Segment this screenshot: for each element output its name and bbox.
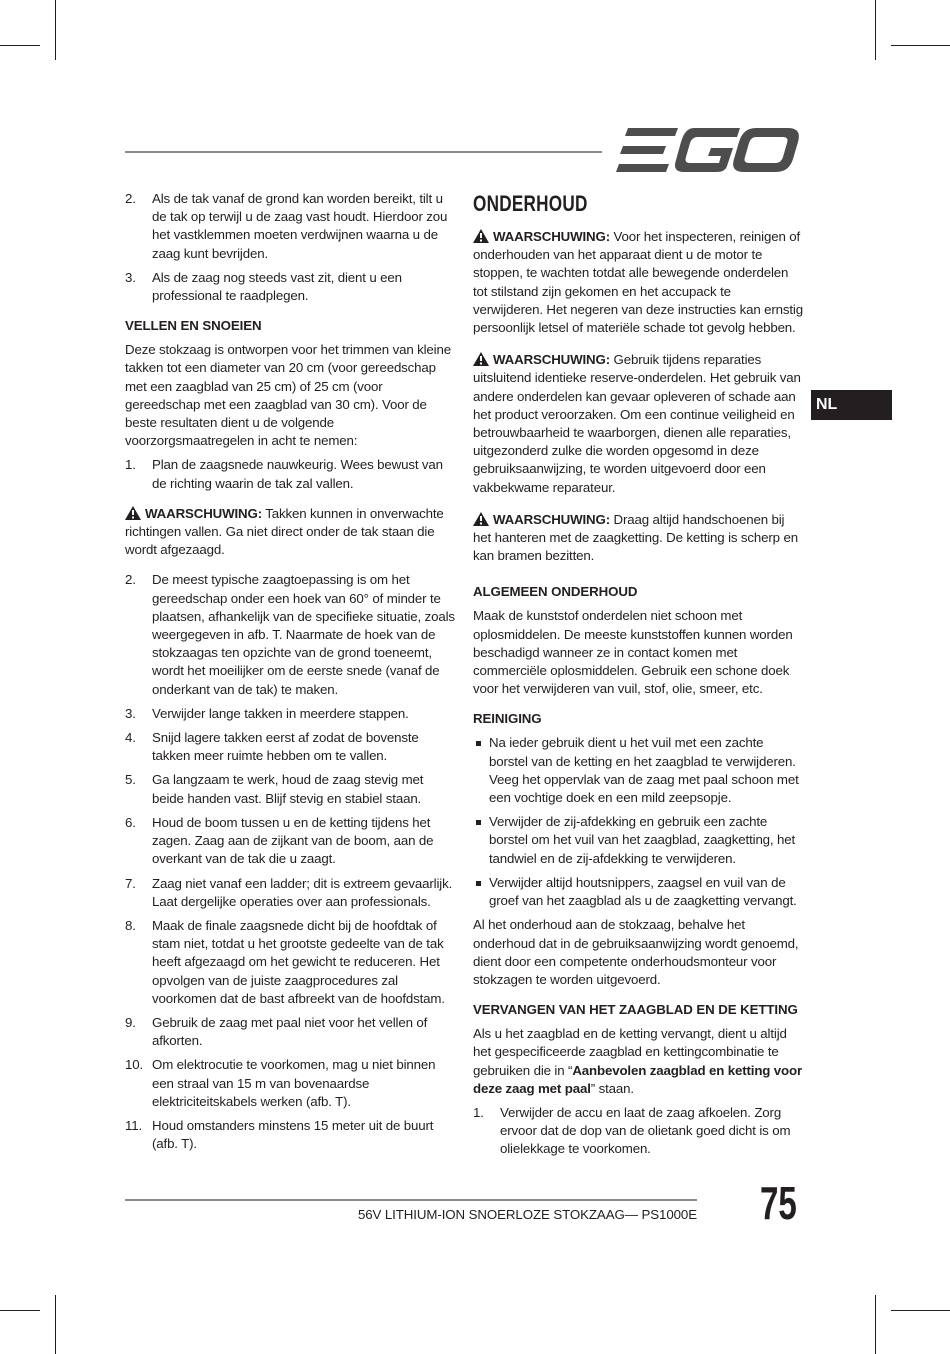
warning-icon bbox=[125, 506, 141, 520]
paragraph: Al het onderhoud aan de stokzaag, behalve het onderhoud dat in de gebruiksaanwijzing wordt genoemd, dient door een competente onderhoudsmonteur voor stokzagen te worden uitgevoerd. bbox=[473, 917, 799, 987]
paragraph: Maak de kunststof onderdelen niet schoon met oplosmiddelen. De meeste kunststoffen kunnen worden beschadigd wanneer ze in contact komen met commerciële oplosmiddelen. Gebruik een schone doek voor het verwijderen van vuil, stof, olie, smeer, etc. bbox=[473, 608, 793, 697]
section-heading: REINIGING bbox=[473, 711, 542, 727]
bullet-item: Verwijder de zij-afdekking en gebruik een zachte borstel om het vuil van het zaagblad, zaagketting, het tandwiel en de zij-afdekking te verwijderen. bbox=[473, 813, 803, 868]
crop-mark bbox=[55, 1295, 56, 1354]
section-heading: VERVANGEN VAN HET ZAAGBLAD EN DE KETTING bbox=[473, 1002, 798, 1018]
warning-icon bbox=[473, 229, 489, 243]
list-item: 6. Houd de boom tussen u en de ketting tijdens het zagen. Zaag aan de zijkant van de boom, aan de overkant van de tak die u zaagt. bbox=[125, 814, 434, 867]
crop-mark bbox=[0, 1310, 40, 1311]
list-item: 2. Als de tak vanaf de grond kan worden bereikt, tilt u de tak op terwijl u de zaag vast houdt. Hierdoor zou het vastklemmen moeten verdwijnen waarna u de zaag kunt bevrijden. bbox=[125, 191, 448, 261]
left-column bbox=[125, 190, 455, 1153]
list-item: 9. Gebruik de zaag met paal niet voor het vellen of afkorten. bbox=[125, 1014, 428, 1049]
crop-mark bbox=[875, 1295, 876, 1354]
bullet-item: Verwijder altijd houtsnippers, zaagsel en vuil van de groef van het zaagblad als u de zaagketting vervangt. bbox=[473, 874, 803, 910]
crop-mark bbox=[875, 0, 876, 60]
bullet-icon bbox=[476, 820, 481, 825]
footer-rule bbox=[125, 1199, 697, 1201]
footer-product-name: 56V LITHIUM-ION SNOERLOZE STOKZAAG— PS1000E bbox=[357, 1207, 697, 1222]
bullet-icon bbox=[476, 881, 481, 886]
section-heading: VELLEN EN SNOEIEN bbox=[125, 318, 262, 334]
list-item: 5. Ga langzaam te werk, houd de zaag stevig met beide handen vast. Blijf stevig en stabiel staan. bbox=[125, 772, 424, 806]
warning-icon bbox=[473, 512, 489, 526]
list-item: 4. Snijd lagere takken eerst af zodat de bovenste takken meer ruimte hebben om te vallen. bbox=[125, 730, 419, 764]
bullet-icon bbox=[476, 741, 481, 746]
list-item: 8. Maak de finale zaagsnede dicht bij de hoofdtak of stam niet, totdat u het grootste gedeelte van de tak heeft afgezaagd om het gewicht te reduceren. Het opvolgen van de juiste zaagprocedures zal voorkomen dat de bast afbreekt van de hoofdstam. bbox=[125, 917, 445, 1006]
list-item: 1. Plan de zaagsnede nauwkeurig. Wees bewust van de richting waarin de tak zal vallen. bbox=[125, 457, 443, 491]
list-item: 3. Verwijder lange takken in meerdere stappen. bbox=[125, 705, 409, 721]
bullet-item: Na ieder gebruik dient u het vuil met een zachte borstel van de ketting en het zaagblad te verwijderen. Veeg het oppervlak van de zaag met paal schoon met een vochtige doek en een mild zeepsopje. bbox=[473, 734, 803, 807]
language-tab: NL bbox=[811, 390, 892, 420]
crop-mark bbox=[891, 1310, 950, 1311]
right-column bbox=[473, 190, 803, 1159]
header-rule bbox=[125, 151, 602, 153]
list-item: 2. De meest typische zaagtoepassing is om het gereedschap onder een hoek van 60° of minder te plaatsen, afhankelijk van de specifieke situatie, zoals weergegeven in afb. T. Naarmate de hoek van de stokzaagas ten opzichte van de grond toeneemt, wordt het moeilijker om de eerste snede (vanaf de onderkant van de tak) te maken. bbox=[125, 572, 455, 697]
list-item: 11. Houd omstanders minstens 15 meter uit de buurt (afb. T). bbox=[125, 1117, 434, 1152]
list-item: 10. Om elektrocutie te voorkomen, mag u niet binnen een straal van 15 m van bovenaardse elektriciteitskabels werken (afb. T). bbox=[125, 1057, 436, 1109]
paragraph: Als u het zaagblad en de ketting vervangt, dient u altijd het gespecificeerde zaagblad en kettingcombinatie te gebruiken die in “Aanbevolen zaagblad en ketting voor deze zaag met paal” staan. bbox=[473, 1026, 803, 1096]
list-item: 7. Zaag niet vanaf een ladder; dit is extreem gevaarlijk. Laat dergelijke operaties over aan professionals. bbox=[125, 875, 453, 909]
list-item: 3. Als de zaag nog steeds vast zit, dient u een professional te raadplegen. bbox=[125, 269, 402, 304]
warning-block: WAARSCHUWING: Voor het inspecteren, reinigen of onderhouden van het apparaat dient u de motor te stoppen, te wachten totdat alle bewegende onderdelen tot stilstand zijn gekomen en het accupack te verwijderen. Het negeren van deze instructies kan ernstig persoonlijk letsel of materiële schade tot gevolg hebben. bbox=[473, 229, 803, 336]
warning-icon bbox=[473, 352, 489, 366]
crop-mark bbox=[55, 0, 56, 60]
page-title: ONDERHOUD bbox=[473, 191, 588, 216]
warning-block: WAARSCHUWING: Takken kunnen in onverwachte richtingen vallen. Ga niet direct onder de tak staan die wordt afgezaagd. bbox=[125, 505, 444, 558]
crop-mark bbox=[891, 45, 950, 46]
page-number: 75 bbox=[760, 1177, 797, 1229]
section-heading: ALGEMEEN ONDERHOUD bbox=[473, 584, 638, 600]
list-item: 1. Verwijder de accu en laat de zaag afkoelen. Zorg ervoor dat de dop van de olietank goed dicht is om olielekkage te voorkomen. bbox=[473, 1104, 791, 1157]
paragraph: Deze stokzaag is ontworpen voor het trimmen van kleine takken tot een diameter van 20 cm (voor gereedschap met een zaagblad van 25 cm) of 25 cm (voor gereedschap met een zaagblad van 30 cm). Voor de beste resultaten dient u de volgende voorzorgsmaatregelen in acht te nemen: bbox=[125, 342, 451, 449]
crop-mark bbox=[0, 45, 40, 46]
ego-logo bbox=[616, 128, 800, 172]
warning-block: WAARSCHUWING: Draag altijd handschoenen bij het hanteren met de zaagketting. De ketting is scherp en kan bramen bezitten. bbox=[473, 511, 798, 564]
warning-block: WAARSCHUWING: Gebruik tijdens reparaties uitsluitend identieke reserve-onderdelen. Het gebruik van andere onderdelen kan gevaar opleveren of schade aan het product veroorzaken. Om een continue veiligheid en betrouwbaarheid te waarborgen, dienen alle reparaties, uitgezonderd zulke die worden opgesomd in deze gebruiksaanwijzing, te worden uitgevoerd door een vakbekwame reparateur. bbox=[473, 352, 801, 495]
